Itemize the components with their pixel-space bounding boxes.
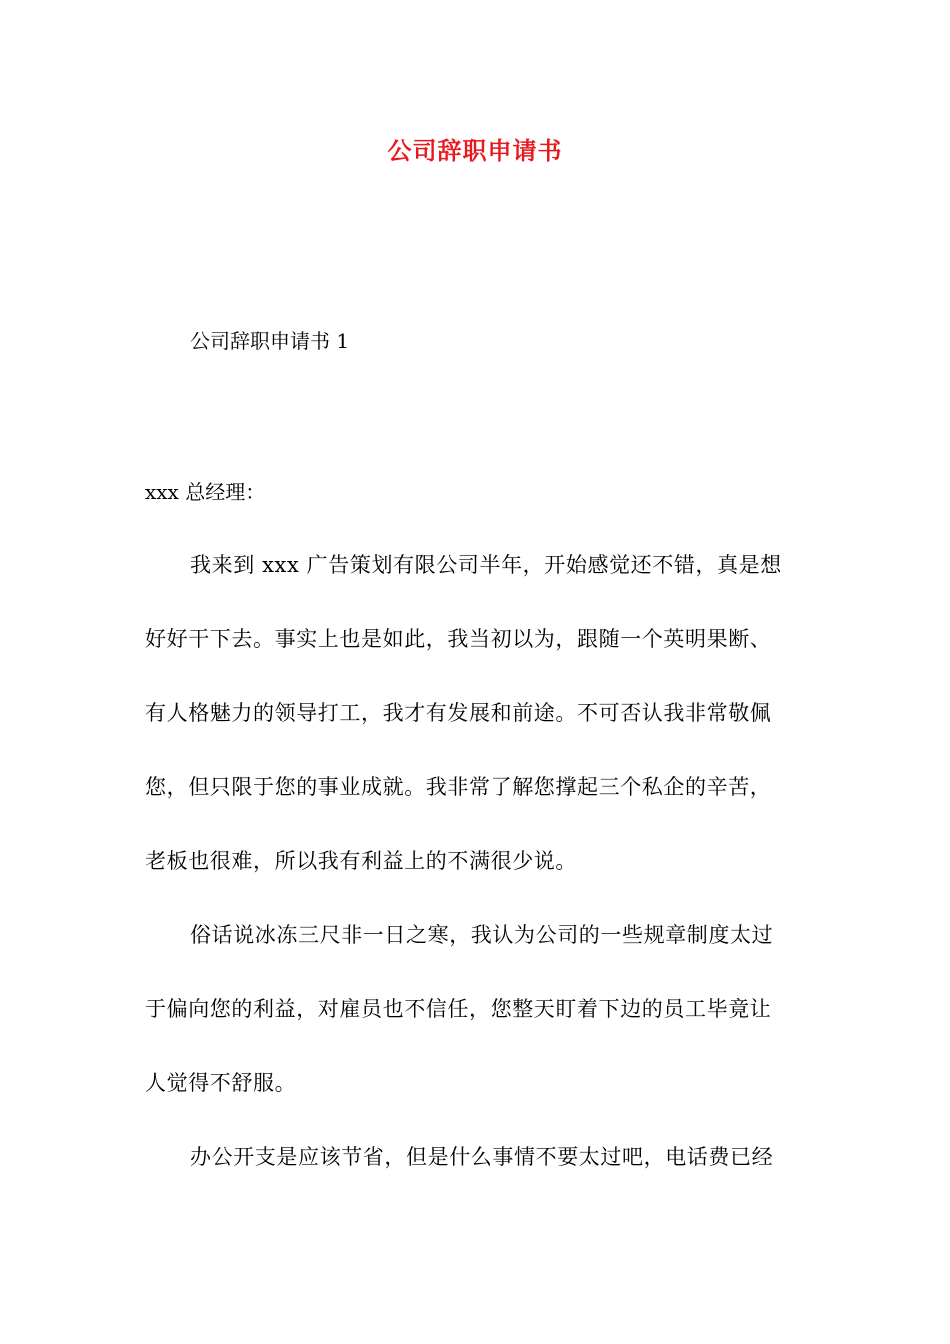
paragraph-1: [145, 545, 805, 915]
salutation: xxx 总经理：: [145, 480, 266, 504]
paragraph-line: 人觉得不舒服。: [145, 1071, 297, 1095]
paragraph-line: 于偏向您的利益，对雇员也不信任，您整天盯着下边的员工毕竟让: [145, 997, 772, 1021]
paragraph-line: 俗话说冰冻三尺非一日之寒，我认为公司的一些规章制度太过: [190, 923, 774, 947]
paragraph-line: 您，但只限于您的事业成就。我非常了解您撑起三个私企的辛苦，: [145, 775, 772, 799]
paragraph-2: [145, 915, 805, 1137]
paragraph-line: 老板也很难，所以我有利益上的不满很少说。: [145, 849, 577, 873]
paragraph-line: 办公开支是应该节省，但是什么事情不要太过吧，电话费已经: [190, 1145, 774, 1169]
document-title: 公司辞职申请书: [387, 137, 563, 165]
paragraph-line: 有人格魅力的领导打工，我才有发展和前途。不可否认我非常敬佩: [145, 701, 772, 725]
paragraph-line: 我来到 xxx 广告策划有限公司半年，开始感觉还不错，真是想: [190, 553, 782, 577]
section-heading: 公司辞职申请书 1: [190, 329, 350, 353]
paragraph-line: 好好干下去。事实上也是如此，我当初以为，跟随一个英明果断、: [145, 627, 772, 651]
paragraph-3: [145, 1137, 805, 1211]
